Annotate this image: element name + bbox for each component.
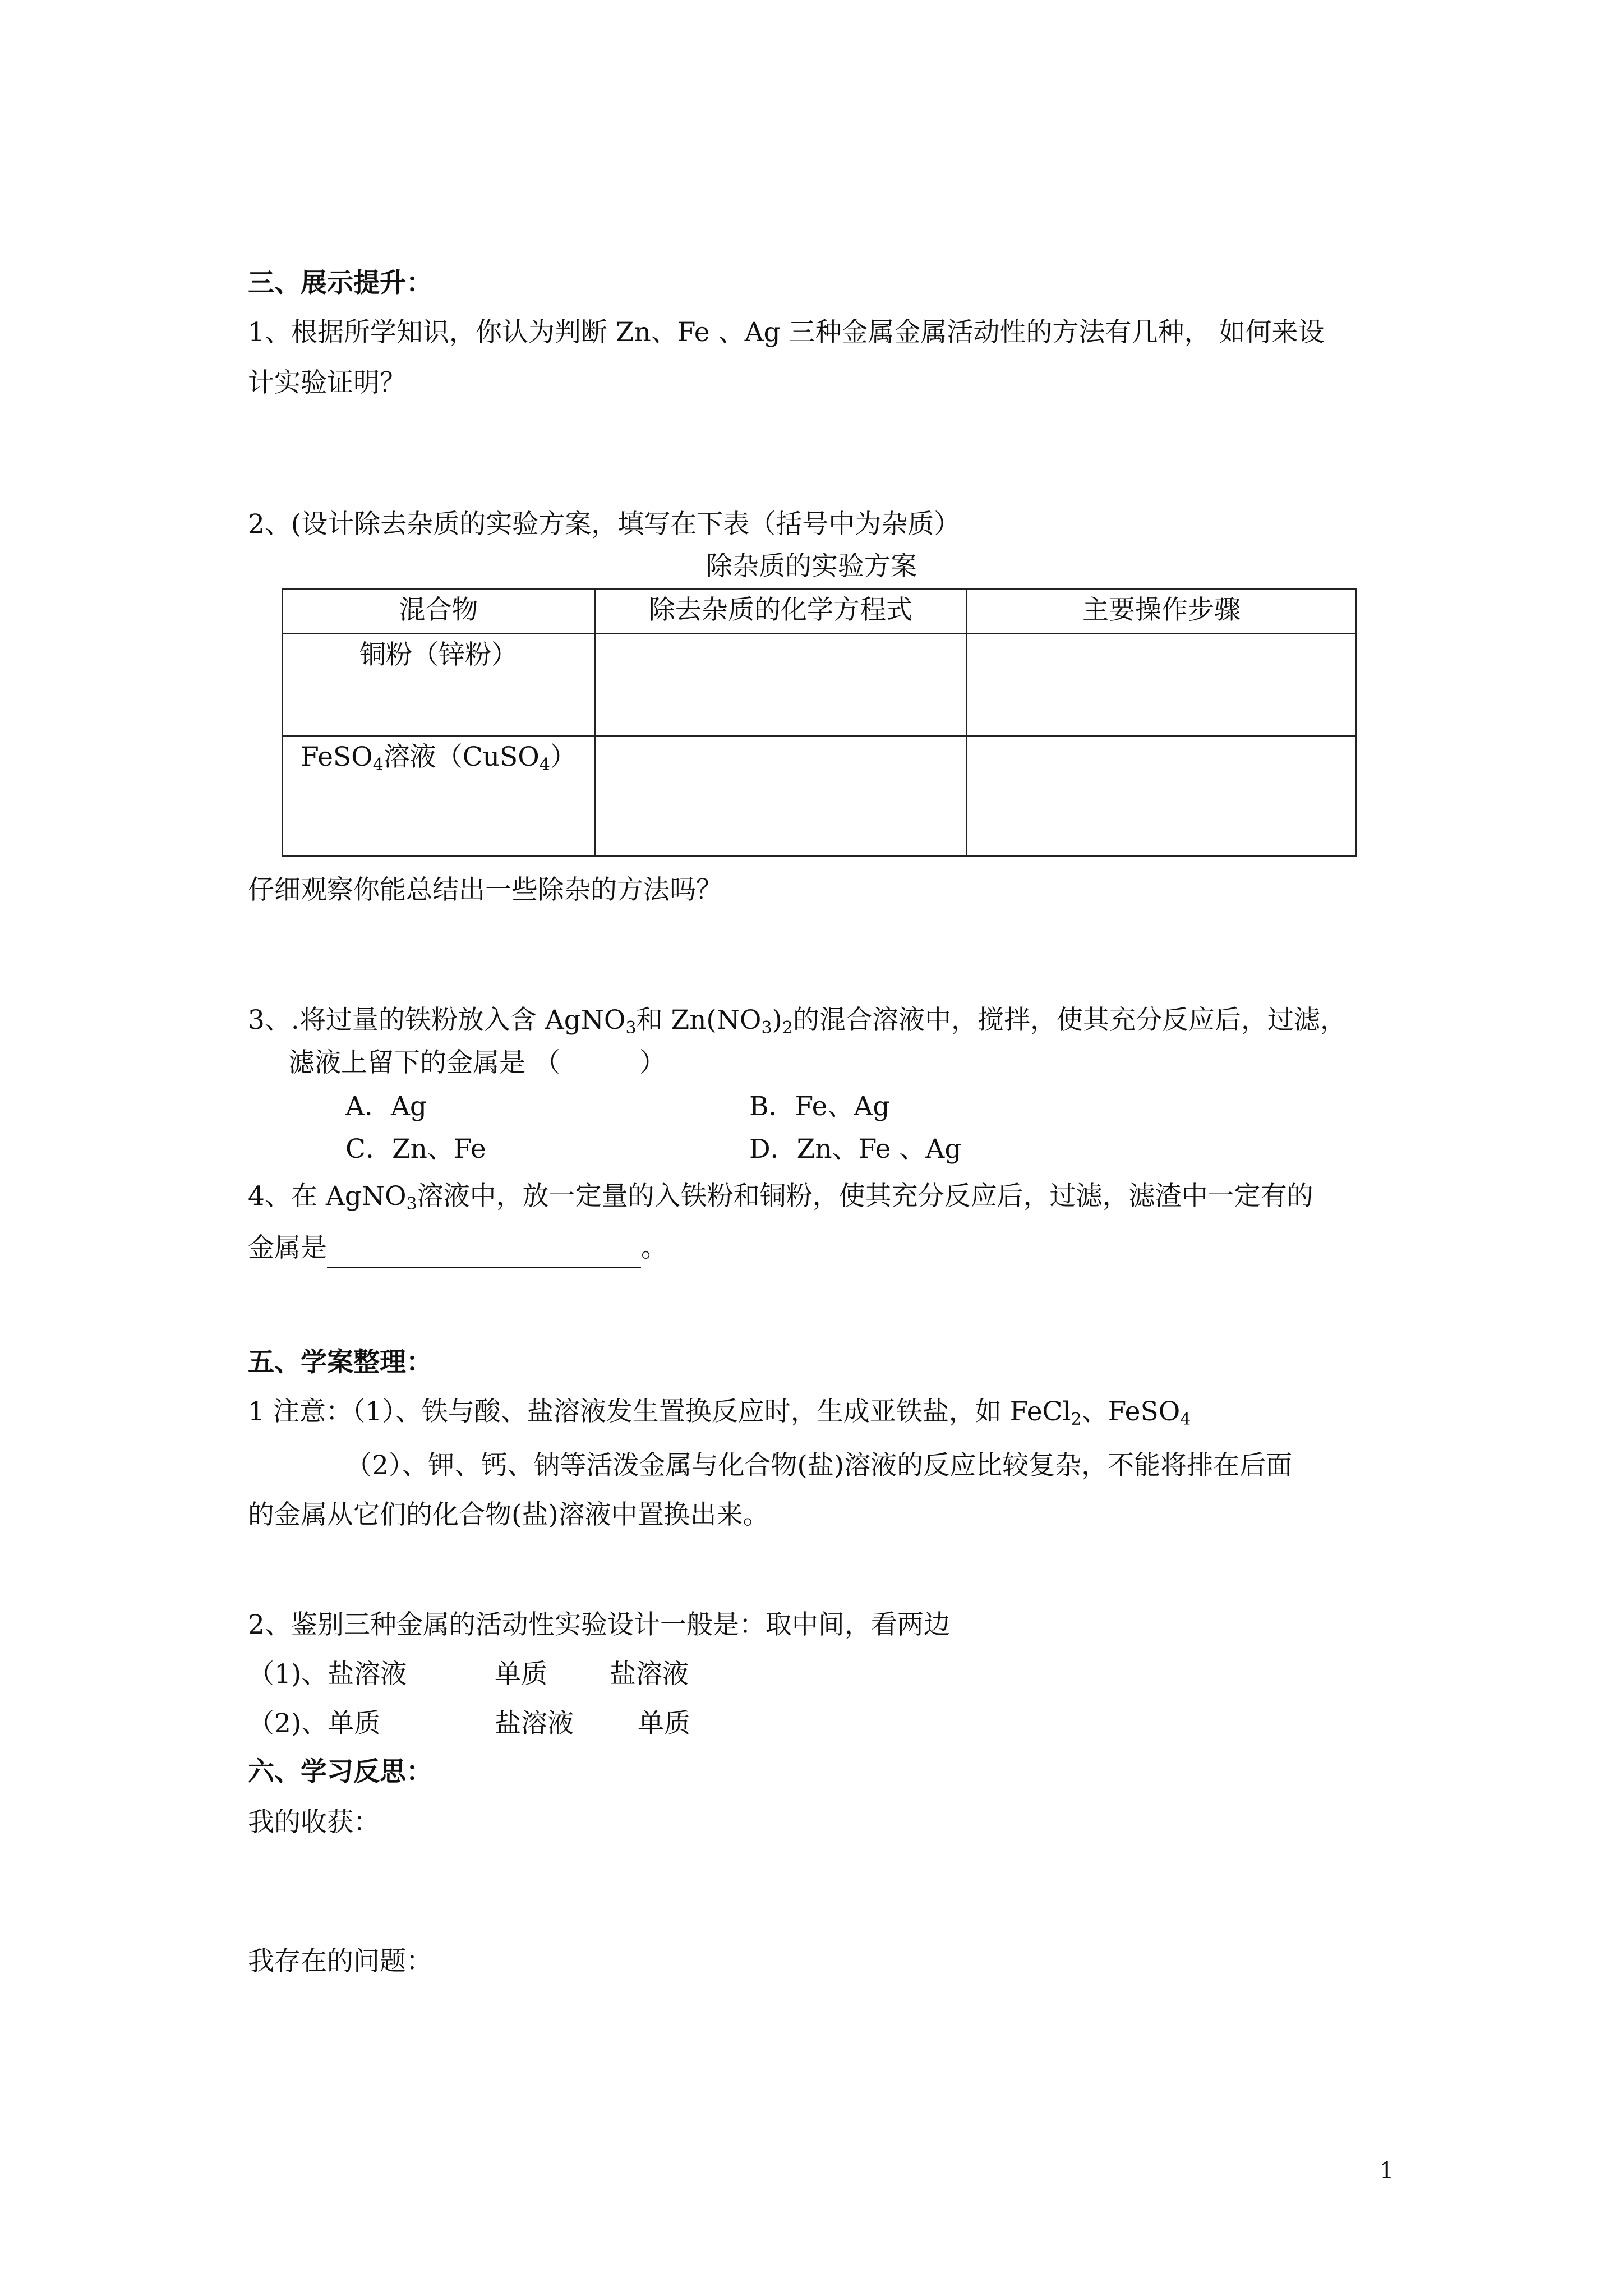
row-2-mixture: FeSO$_4$溶液（CuSO$_4$）: [283, 736, 595, 857]
paragraph-2: 2、鉴别三种金属的活动性实验设计一般是：取中间，看两边: [248, 1609, 950, 1640]
table-caption: 除杂质的实验方案: [706, 551, 917, 582]
note-2-line-2: 的金属从它们的化合物(盐)溶液中置换出来。: [248, 1499, 769, 1530]
design-row-1: （1)、盐溶液 单质 盐溶液: [248, 1659, 689, 1690]
question-3-options-row-2: [345, 1130, 962, 1169]
row-1-equation-cell: [595, 634, 967, 736]
question-1-line-1: 1、根据所学知识，你认为判断 Zn、Fe 、Ag 三种金属金属活动性的方法有几种， 如何来设: [248, 317, 1325, 348]
impurity-removal-table: [282, 588, 1357, 857]
question-3-options-row-1: [345, 1087, 962, 1126]
table-row: [283, 736, 1357, 857]
answer-blank: [327, 1242, 641, 1268]
section-3-heading: 三、展示提升：: [248, 268, 432, 298]
header-equation: 除去杂质的化学方程式: [595, 589, 967, 634]
row-2-equation-cell: [595, 736, 967, 857]
after-table-question: 仔细观察你能总结出一些除杂的方法吗？: [248, 875, 722, 905]
question-1-line-2: 计实验证明？: [248, 367, 406, 398]
question-4-line-2: 金属是 。: [248, 1228, 667, 1268]
note-1: 1 注意：（1）、铁与酸、盐溶液发生置换反应时，生成亚铁盐，如 FeCl$_2$、FeSO$_4$: [248, 1396, 1191, 1429]
design-row-2: （2)、单质 盐溶液 单质: [248, 1708, 690, 1739]
section-6-heading: 六、学习反思：: [248, 1756, 432, 1787]
option-c: C．Zn、Fe: [345, 1134, 486, 1165]
header-steps: 主要操作步骤: [967, 589, 1357, 634]
header-mixture: 混合物: [283, 589, 595, 634]
row-1-steps-cell: [967, 634, 1357, 736]
my-gains: 我的收获：: [248, 1807, 380, 1838]
section-5-heading: 五、学案整理：: [248, 1347, 432, 1378]
my-problems: 我存在的问题：: [248, 1946, 432, 1977]
table-header-row: [283, 589, 1357, 634]
option-d: D．Zn、Fe 、Ag: [749, 1134, 962, 1165]
question-3-line-1: 3、.将过量的铁粉放入含 AgNO$_3$和 $Zn(NO_3)_2$的混合溶液中，搅拌，使其充分反应后，过滤，: [248, 1005, 1347, 1038]
option-b: B．Fe、Ag: [749, 1091, 890, 1122]
row-2-steps-cell: [967, 736, 1357, 857]
question-2-line: 2、(设计除去杂质的实验方案，填写在下表（括号中为杂质）: [248, 509, 961, 540]
question-3-line-2: 滤液上留下的金属是 （ ）: [288, 1047, 666, 1078]
table-row: [283, 634, 1357, 736]
note-2-line-1: （2）、钾、钙、钠等活泼金属与化合物(盐)溶液的反应比较复杂，不能将排在后面: [345, 1450, 1293, 1481]
option-a: A．Ag: [345, 1091, 427, 1122]
page-number: 1: [1380, 2158, 1394, 2184]
row-1-mixture: 铜粉（锌粉）: [283, 634, 595, 736]
question-4-line-1: 4、在 AgNO$_3$溶液中，放一定量的入铁粉和铜粉，使其充分反应后，过滤，滤渣中一定有的: [248, 1181, 1313, 1214]
